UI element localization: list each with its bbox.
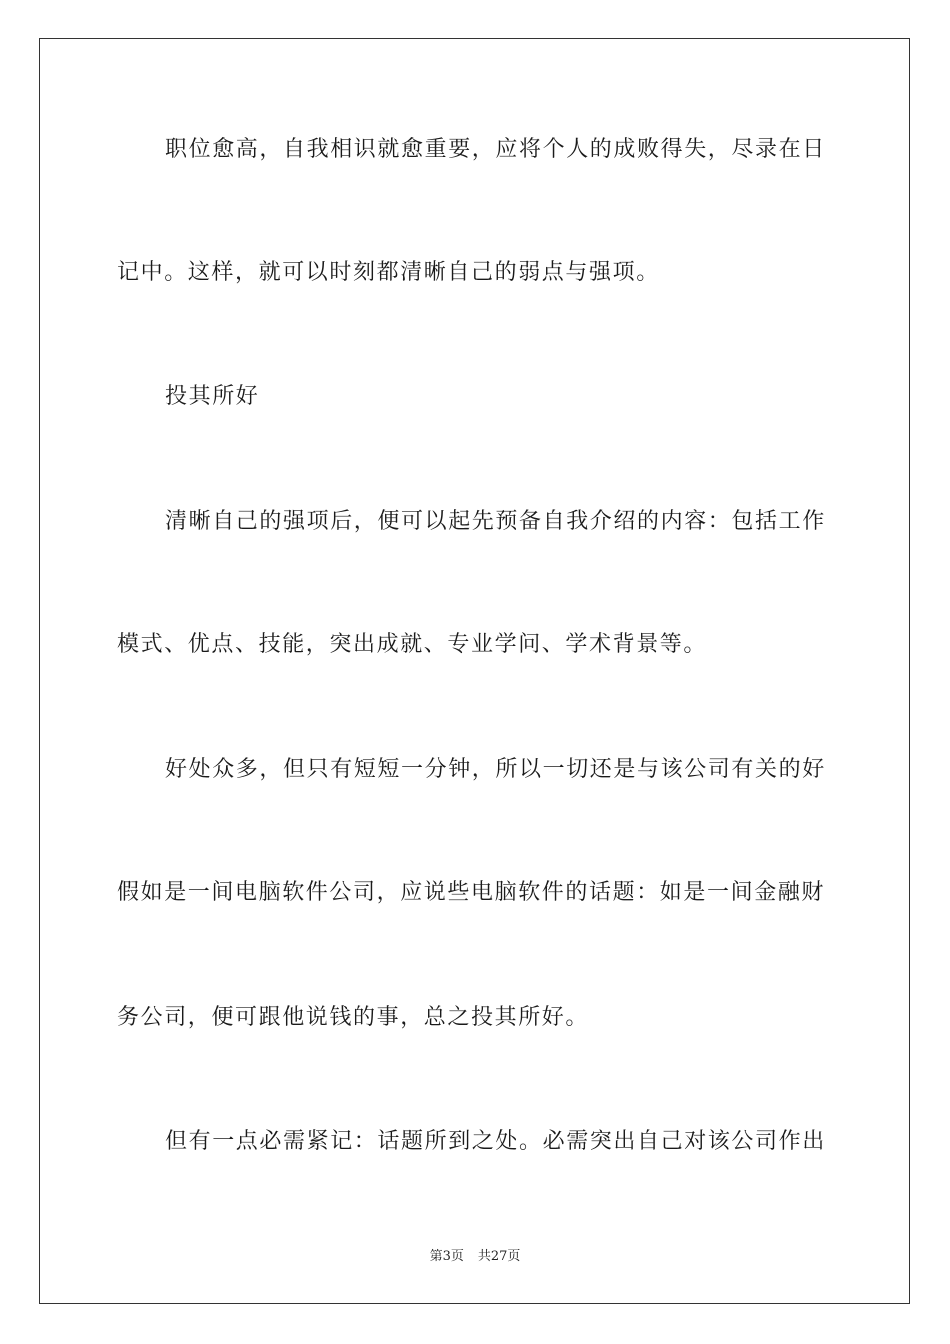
paragraph-line: 职位愈高，自我相识就愈重要，应将个人的成败得失，尽录在日	[165, 137, 826, 162]
paragraph-line: 务公司，便可跟他说钱的事，总之投其所好。	[117, 1005, 590, 1030]
section-heading: 投其所好	[165, 384, 260, 409]
paragraph-line: 假如是一间电脑软件公司，应说些电脑软件的话题：如是一间金融财	[117, 880, 826, 905]
page-number: 第3页	[429, 1249, 464, 1264]
paragraph-line: 清晰自己的强项后，便可以起先预备自我介绍的内容：包括工作	[165, 509, 826, 534]
page-total: 共27页	[477, 1249, 521, 1264]
page-border	[39, 38, 910, 1304]
paragraph-line: 记中。这样，就可以时刻都清晰自己的弱点与强项。	[117, 260, 660, 285]
paragraph-line: 模式、优点、技能，突出成就、专业学问、学术背景等。	[117, 632, 708, 657]
page-footer	[0, 1248, 950, 1266]
paragraph-line: 但有一点必需紧记：话题所到之处。必需突出自己对该公司作出	[165, 1129, 826, 1154]
paragraph-line: 好处众多，但只有短短一分钟，所以一切还是与该公司有关的好	[165, 757, 826, 782]
